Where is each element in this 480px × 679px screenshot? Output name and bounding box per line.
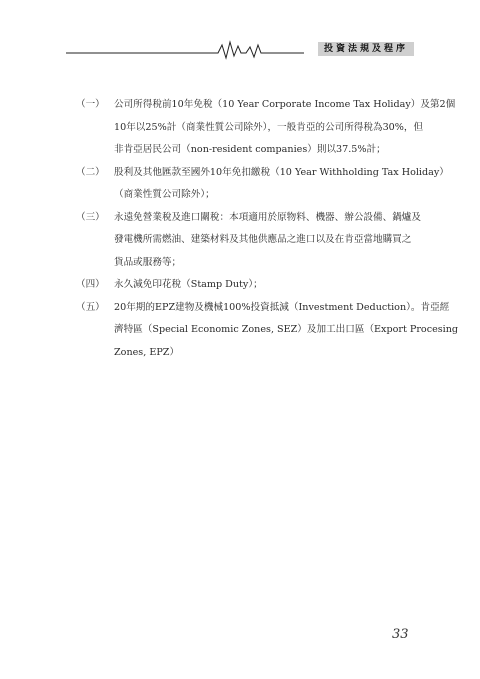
text-line: 永遠免營業稅及進口關稅：本項適用於原物料、機器、辦公設備、鍋爐及 xyxy=(114,211,421,223)
item-number: （五） xyxy=(76,301,105,313)
list-item xyxy=(76,274,422,297)
text-line: 10年以25%計（商業性質公司除外），一般肯亞的公司所得稅為30%，但 xyxy=(114,121,424,133)
section-title: 投資法規及程序 xyxy=(318,42,414,56)
text-line: 永久減免印花稅（Stamp Duty）； xyxy=(114,279,263,290)
item-number: （三） xyxy=(76,211,105,223)
text-line: 非肯亞居民公司（non-resident companies）則以37.5%計； xyxy=(114,144,386,155)
text-line: Zones, EPZ） xyxy=(114,346,180,358)
item-number: （一） xyxy=(76,99,105,110)
page-number: 33 xyxy=(392,627,409,642)
text-line: 股利及其他匯款至國外10年免扣繳稅（10 Year Withholding Tax Holiday） xyxy=(114,166,449,178)
body-text xyxy=(76,94,459,364)
list-item xyxy=(76,297,459,365)
text-line: 濟特區（Special Economic Zones, SEZ）及加工出口區（Export Procesing xyxy=(114,324,459,335)
text-line: （商業性質公司除外）； xyxy=(114,189,215,200)
item-number: （四） xyxy=(76,279,105,290)
text-line: 20年期的EPZ建物及機械100%投資抵減（Investment Deduction）。肯亞經 xyxy=(114,301,450,313)
list-item xyxy=(76,94,456,162)
text-line: 貨品或服務等； xyxy=(114,256,182,268)
text-line: 發電機所需燃油、建築材料及其他供應品之進口以及在肯亞當地購買之 xyxy=(114,234,412,245)
item-number: （二） xyxy=(76,166,105,178)
text-line: 公司所得稅前10年免稅（10 Year Corporate Income Tax Holiday）及第2個 xyxy=(114,99,456,110)
page-header xyxy=(66,36,414,60)
list-item xyxy=(76,207,422,275)
list-item xyxy=(76,162,449,207)
